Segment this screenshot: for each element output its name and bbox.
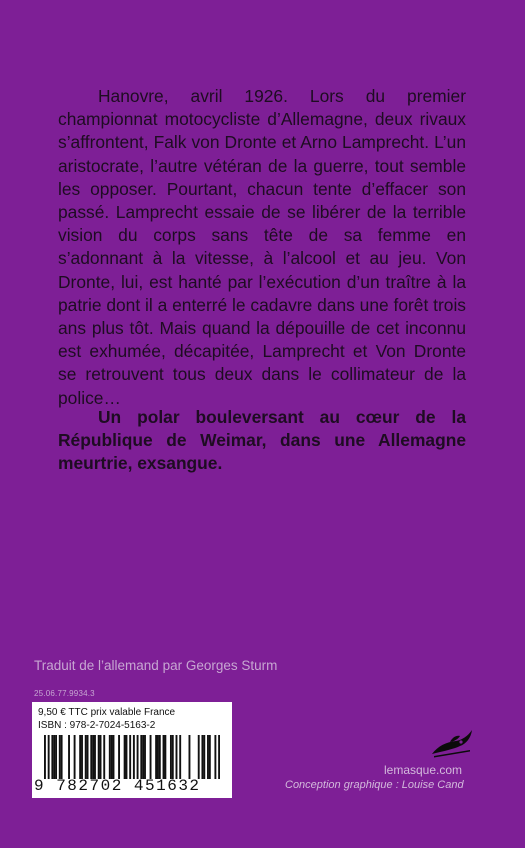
barcode-bar [118, 735, 120, 779]
barcode-bar [59, 735, 61, 779]
synopsis-text: Hanovre, avril 1926. Lors du premier championnat motocycliste d’Allemagne, deux rivaux s’affrontent, Falk von Dronte et Arno Lamprecht. L’un aristocrate, l’autre vétéran de la guerre, tout semble les opposer. Pourtant, chacun tente d’effacer son passé. Lamprecht essaie de se libérer de la terrible vision du corps sans tête de sa femme en s’adonnant à la vitesse, à l’alcool et au jeu. Von Dronte, lui, est hanté par l’exécution d’un traître à la patrie dont il a enterré le cadavre dans une forêt trois ans plus tôt. Mais quand la dépouille de cet inconnu est exhumée, décapitée, Lamprecht et Von Dronte se retrouvent tous deux dans le collimateur de la police… [58, 86, 466, 408]
barcode-bar [201, 735, 203, 779]
price-label: 9,50 € TTC prix valable France [38, 707, 176, 718]
barcode-bar [189, 735, 191, 779]
barcode-bar [129, 735, 131, 779]
barcode-bar [111, 735, 113, 779]
barcode-bar [157, 735, 159, 779]
barcode-bar [218, 735, 220, 779]
barcode-bar [103, 735, 105, 779]
barcode-bar [85, 735, 87, 779]
barcode-bar [203, 735, 205, 779]
barcode-bar [87, 735, 89, 779]
barcode-bar [100, 735, 102, 779]
barcode-bar [150, 735, 152, 779]
barcode-bar [142, 735, 144, 779]
barcode-bar [51, 735, 53, 779]
barcode-bar [124, 735, 126, 779]
product-code: 25.06.77.9934.3 [34, 689, 95, 698]
barcode-bar [90, 735, 92, 779]
barcode-bar [209, 735, 211, 779]
barcode-bar [113, 735, 115, 779]
barcode-bar [198, 735, 200, 779]
barcode-bar [61, 735, 63, 779]
website-label: lemasque.com [384, 763, 463, 777]
tagline-text: Un polar bouleversant au cœur de la République de Weimar, dans une Allemagne meurtrie, exsangue. [58, 407, 466, 473]
barcode-bar [140, 735, 142, 779]
design-credit: Conception graphique : Louise Cand [285, 779, 464, 791]
barcode-bar [179, 735, 181, 779]
barcode-bar [81, 735, 83, 779]
barcode-panel [32, 702, 232, 798]
barcode-bar [48, 735, 50, 779]
barcode-bar [126, 735, 128, 779]
barcode-bar [92, 735, 94, 779]
mask-logo-icon [430, 724, 476, 760]
barcode-bar [155, 735, 157, 779]
barcode-bar [53, 735, 55, 779]
barcode-bar [94, 735, 96, 779]
barcode-bar [170, 735, 172, 779]
barcode-bar [176, 735, 178, 779]
barcode-number: 9 782702 451632 [34, 777, 201, 795]
translator-credit: Traduit de l’allemand par Georges Sturm [34, 658, 278, 673]
barcode-bar [159, 735, 161, 779]
barcode-bar [137, 735, 139, 779]
barcode-bar [44, 735, 46, 779]
barcode-bar [55, 735, 57, 779]
barcode-bar [109, 735, 111, 779]
barcode-bar [79, 735, 81, 779]
barcode-bar [207, 735, 209, 779]
barcode-bars [44, 735, 220, 779]
barcode-bar [74, 735, 76, 779]
barcode-bar [144, 735, 146, 779]
barcode-bar [172, 735, 174, 779]
isbn-label: ISBN : 978-2-7024-5163-2 [38, 720, 156, 731]
barcode-bar [163, 735, 165, 779]
barcode-bar [164, 735, 166, 779]
barcode-bar [98, 735, 100, 779]
barcode-bar [133, 735, 135, 779]
barcode-bar [214, 735, 216, 779]
barcode-bar [68, 735, 70, 779]
